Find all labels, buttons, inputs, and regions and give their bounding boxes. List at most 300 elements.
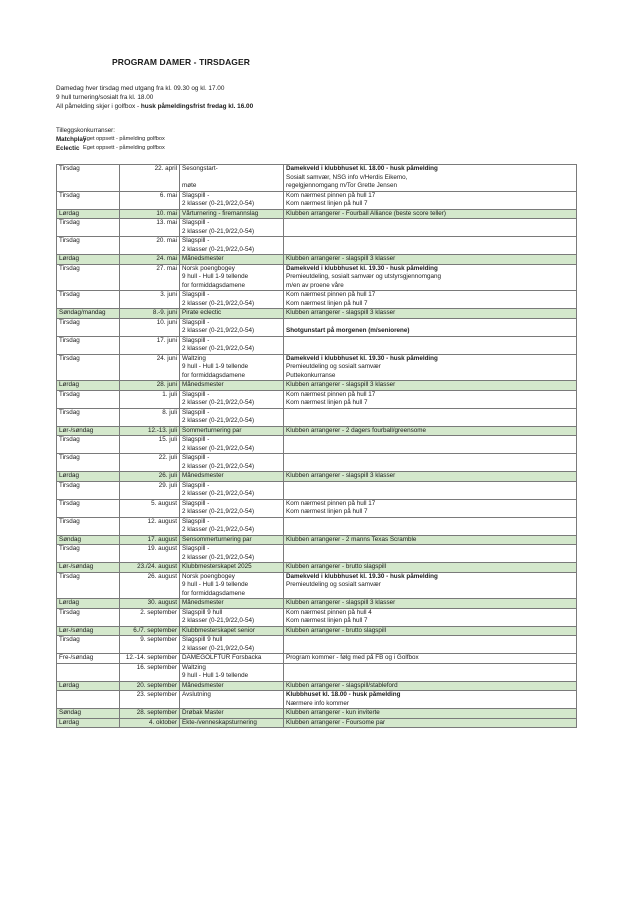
day-text: Tirsdag [59, 545, 80, 552]
date-text: 26. august [147, 572, 177, 580]
note-line: Kom nærmest linjen på hull 7 [286, 299, 368, 307]
note-cell [284, 336, 577, 354]
note-line: regelgjennomgang m/Tor Grette Jensen [286, 182, 397, 189]
activity-cell [180, 572, 284, 599]
activity-cell [180, 626, 284, 636]
note-cell [284, 408, 577, 426]
eclectic-value: Eget oppsett - påmelding golfbox [83, 145, 165, 151]
date-cell [120, 336, 180, 354]
activity-cell [180, 408, 284, 426]
day-cell [57, 626, 120, 636]
note-cell [284, 165, 577, 192]
date-text: 16. september [136, 663, 177, 671]
activity-line: Slagspill - [182, 336, 210, 344]
day-cell [57, 237, 120, 255]
date-cell [120, 545, 180, 563]
note-cell [284, 608, 577, 626]
activity-line: DAMEGOLFTUR Forsbacka [182, 654, 262, 661]
eclectic-row [56, 144, 165, 153]
activity-cell [180, 426, 284, 436]
day-cell [57, 219, 120, 237]
table-row [57, 264, 577, 291]
activity-line: Norsk poengbogey [182, 572, 235, 580]
activity-cell [180, 390, 284, 408]
activity-cell [180, 436, 284, 454]
table-row [57, 481, 577, 499]
date-cell [120, 718, 180, 728]
day-cell [57, 472, 120, 482]
note-line: Kom nærmest linjen på hull 7 [286, 508, 368, 515]
note-line: Program kommer - følg med på FB og i Golfbox [286, 654, 419, 661]
activity-line: 2 klasser (0-21,9/22,0-54) [182, 617, 255, 624]
activity-cell [180, 237, 284, 255]
day-cell [57, 454, 120, 472]
day-cell [57, 545, 120, 563]
activity-line: Waltzing [182, 663, 206, 671]
activity-line: Slagspill - [182, 481, 210, 489]
day-text: Tirsdag [59, 318, 80, 326]
activity-line: Slagspill 9 hull [182, 608, 223, 616]
activity-line: 2 klasser (0-21,9/22,0-54) [182, 327, 255, 334]
day-text: Lørdag [59, 209, 79, 217]
intro-line-3-prefix: All påmelding skjer i golfbox - [56, 103, 141, 110]
table-row [57, 545, 577, 563]
date-text: 22. april [154, 165, 177, 172]
note-cell [284, 436, 577, 454]
day-text: Tirsdag [59, 165, 80, 172]
note-line: Kom nærmest linjen på hull 7 [286, 399, 368, 406]
note-line: Kom nærmest pinnen på hull 17 [286, 191, 376, 199]
table-row [57, 535, 577, 545]
program-table-body [57, 165, 577, 728]
day-text: Lør-/søndag [59, 563, 94, 570]
table-row [57, 718, 577, 728]
date-cell [120, 426, 180, 436]
date-text: 28. september [136, 709, 177, 716]
day-text [59, 691, 117, 700]
day-cell [57, 209, 120, 219]
day-cell [57, 426, 120, 436]
note-line: Kom nærmest linjen på hull 7 [286, 617, 368, 624]
activity-line: 2 klasser (0-21,9/22,0-54) [182, 245, 255, 253]
date-cell [120, 572, 180, 599]
table-row [57, 237, 577, 255]
note-line: Klubben arrangerer - 2 manns Texas Scramble [286, 535, 417, 543]
date-text: 23. september [136, 691, 177, 698]
table-row [57, 165, 577, 192]
day-cell [57, 291, 120, 309]
activity-cell [180, 608, 284, 626]
date-cell [120, 499, 180, 517]
activity-line: Klubbmesterskapet senior [182, 626, 255, 634]
day-text: Tirsdag [59, 436, 80, 443]
date-text: 12.-13. juli [147, 426, 177, 434]
date-text: 6. mai [159, 191, 177, 199]
note-cell [284, 499, 577, 517]
note-line: Sosialt samvær, NSG info v/Herdis Eikemo, [286, 173, 408, 181]
day-cell [57, 517, 120, 535]
day-cell [57, 681, 120, 691]
activity-line: 9 hull - Hull 1-9 tellende [182, 273, 249, 280]
day-cell [57, 165, 120, 192]
date-text: 24. juni [156, 354, 177, 362]
table-row [57, 563, 577, 573]
day-text: Lør-/søndag [59, 426, 94, 434]
activity-line: 9 hull - Hull 1-9 tellende [182, 672, 249, 679]
page-title: PROGRAM DAMER - TIRSDAGER [112, 57, 251, 67]
date-text: 17. juni [156, 336, 177, 344]
note-line: Kom nærmest pinnen på hull 17 [286, 390, 376, 398]
table-row [57, 572, 577, 599]
day-cell [57, 191, 120, 209]
activity-line: 2 klasser (0-21,9/22,0-54) [182, 200, 255, 207]
extra-competitions-heading: Tilleggskonkurranser: [56, 127, 115, 134]
date-text: 23./24. august [137, 563, 177, 570]
activity-line: Slagspill - [182, 237, 210, 244]
activity-line: 2 klasser (0-21,9/22,0-54) [182, 553, 255, 561]
activity-cell [180, 654, 284, 664]
note-line: Klubben arrangerer - brutto slagspill [286, 563, 387, 570]
date-text: 3. juni [160, 291, 177, 298]
activity-cell [180, 354, 284, 381]
activity-line: Månedsmester [182, 255, 224, 262]
activity-line: for formiddagsdamene [182, 281, 246, 289]
day-text: Tirsdag [59, 219, 80, 226]
date-text: 8. juli [162, 408, 177, 416]
table-row [57, 709, 577, 719]
activity-line: Avslutning [182, 691, 211, 698]
date-text: 27. mai [156, 264, 177, 272]
activity-line: Waltzing [182, 354, 206, 362]
day-text: Lør-/søndag [59, 626, 94, 634]
note-line: Kom nærmest pinnen på hull 4 [286, 608, 372, 616]
day-text: Fre-/søndag [59, 654, 94, 661]
table-row [57, 636, 577, 654]
date-text: 2. september [140, 608, 177, 616]
activity-line: Slagspill - [182, 191, 210, 199]
table-row [57, 354, 577, 381]
date-cell [120, 481, 180, 499]
date-text: 15. juli [158, 436, 177, 443]
date-text: 1. juli [162, 390, 177, 398]
note-cell [284, 663, 577, 681]
day-cell [57, 691, 120, 709]
note-cell [284, 691, 577, 709]
day-text: Tirsdag [59, 237, 80, 244]
date-text: 9. september [140, 636, 177, 643]
note-line: Klubben arrangerer - slagspill/stableford [286, 681, 398, 689]
day-cell [57, 381, 120, 391]
date-cell [120, 309, 180, 319]
activity-line: for formiddagsdamene [182, 589, 246, 597]
table-row [57, 663, 577, 681]
day-text: Tirsdag [59, 636, 80, 643]
activity-line: Månedsmester [182, 681, 224, 689]
date-cell [120, 209, 180, 219]
matchplay-label: Matchplay [56, 136, 87, 143]
activity-cell [180, 309, 284, 319]
activity-line: Slagspill - [182, 436, 210, 443]
activity-line: for formiddagsdamene [182, 371, 246, 379]
activity-line: Månedsmester [182, 381, 224, 388]
day-text: Tirsdag [59, 336, 80, 344]
day-cell [57, 563, 120, 573]
activity-line: Klubbmesterskapet 2025 [182, 563, 252, 570]
note-cell [284, 354, 577, 381]
day-cell [57, 354, 120, 381]
activity-line: Vårturnering - firemannslag [182, 209, 259, 217]
activity-cell [180, 636, 284, 654]
date-cell [120, 663, 180, 681]
activity-cell [180, 255, 284, 265]
table-row [57, 408, 577, 426]
date-cell [120, 318, 180, 336]
date-cell [120, 191, 180, 209]
day-cell [57, 408, 120, 426]
activity-cell [180, 472, 284, 482]
table-row [57, 454, 577, 472]
table-row [57, 381, 577, 391]
note-line: Klubben arrangerer - slagspill 3 klasser [286, 309, 396, 316]
activity-line: Månedsmester [182, 599, 224, 606]
note-line: Premieutdeling, sosialt samvær og utstyrsgjennomgang [286, 273, 442, 280]
note-cell [284, 291, 577, 309]
table-row [57, 318, 577, 336]
activity-cell [180, 291, 284, 309]
note-cell [284, 219, 577, 237]
day-cell [57, 663, 120, 681]
table-row [57, 681, 577, 691]
activity-cell [180, 454, 284, 472]
date-text: 4. oktober [148, 718, 177, 726]
day-cell [57, 318, 120, 336]
date-cell [120, 535, 180, 545]
activity-line: Sensommerturnering par [182, 535, 252, 543]
note-line: Puttekonkurranse [286, 371, 336, 379]
day-text: Lørdag [59, 255, 79, 262]
note-line: Kom nærmest linjen på hull 7 [286, 200, 368, 207]
date-text: 17. august [147, 535, 177, 543]
note-line: Premieutdeling og sosialt samvær [286, 581, 381, 588]
date-text: 10. mai [156, 209, 177, 217]
date-cell [120, 691, 180, 709]
note-line: Klubben arrangerer - brutto slagspill [286, 626, 387, 634]
activity-cell [180, 318, 284, 336]
note-cell [284, 626, 577, 636]
date-text: 30. august [147, 599, 177, 606]
activity-cell [180, 381, 284, 391]
note-line: Klubbhuset kl. 18.00 - husk påmelding [286, 691, 401, 698]
activity-cell [180, 264, 284, 291]
activity-cell [180, 165, 284, 192]
activity-cell [180, 709, 284, 719]
note-line: Kom nærmest pinnen på hull 17 [286, 499, 376, 507]
spacer [286, 319, 574, 328]
table-row [57, 309, 577, 319]
day-text: Søndag [59, 535, 82, 543]
date-text: 12. august [147, 517, 177, 525]
date-cell [120, 354, 180, 381]
date-cell [120, 165, 180, 192]
date-text: 20. mai [156, 237, 177, 244]
activity-cell [180, 663, 284, 681]
note-line: Kom nærmest pinnen på hull 17 [286, 291, 376, 298]
day-text: Tirsdag [59, 291, 80, 298]
activity-line: Slagspill - [182, 390, 210, 398]
activity-line: Slagspill - [182, 219, 210, 226]
table-row [57, 426, 577, 436]
intro-line-3 [56, 102, 253, 111]
day-text: Tirsdag [59, 499, 80, 507]
activity-line [182, 174, 281, 183]
note-line: Damekveld i klubbhuset kl. 19.30 - husk påmelding [286, 264, 438, 272]
activity-cell [180, 219, 284, 237]
activity-line: møte [182, 182, 197, 189]
date-text: 22. juli [158, 454, 177, 461]
activity-line: 2 klasser (0-21,9/22,0-54) [182, 462, 255, 470]
activity-cell [180, 499, 284, 517]
date-text: 24. mai [156, 255, 177, 262]
day-cell [57, 636, 120, 654]
day-cell [57, 718, 120, 728]
activity-cell [180, 691, 284, 709]
day-cell [57, 599, 120, 609]
activity-cell [180, 681, 284, 691]
date-cell [120, 264, 180, 291]
activity-line: 9 hull - Hull 1-9 tellende [182, 581, 249, 588]
activity-line: 2 klasser (0-21,9/22,0-54) [182, 526, 255, 533]
activity-line: Slagspill - [182, 454, 210, 461]
day-cell [57, 608, 120, 626]
activity-cell [180, 718, 284, 728]
program-table [56, 164, 577, 728]
table-row [57, 390, 577, 408]
note-cell [284, 472, 577, 482]
day-cell [57, 499, 120, 517]
note-cell [284, 572, 577, 599]
activity-cell [180, 517, 284, 535]
activity-line: Slagspill - [182, 291, 210, 298]
activity-cell [180, 191, 284, 209]
extra-competitions [56, 126, 165, 153]
date-text: 6./7. september [133, 626, 177, 634]
activity-line: 2 klasser (0-21,9/22,0-54) [182, 644, 255, 652]
date-text: 13. mai [156, 219, 177, 226]
note-cell [284, 636, 577, 654]
day-text: Tirsdag [59, 264, 80, 272]
day-text: Lørdag [59, 381, 79, 388]
day-cell [57, 309, 120, 319]
activity-line: Slagspill - [182, 545, 210, 552]
activity-line: Slagspill - [182, 408, 210, 416]
day-cell [57, 264, 120, 291]
note-cell [284, 535, 577, 545]
note-cell [284, 517, 577, 535]
date-text: 20. september [136, 681, 177, 689]
day-text: Søndag [59, 709, 82, 716]
activity-line: Sommerturnering par [182, 426, 242, 434]
note-line: Klubben arrangerer - slagspill 3 klasser [286, 381, 396, 388]
activity-line: Månedsmester [182, 472, 224, 479]
date-cell [120, 454, 180, 472]
date-cell [120, 219, 180, 237]
activity-cell [180, 336, 284, 354]
activity-line: Drøbak Master [182, 709, 224, 716]
table-row [57, 599, 577, 609]
date-text: 28. juni [156, 381, 177, 388]
table-row [57, 219, 577, 237]
note-cell [284, 309, 577, 319]
note-cell [284, 264, 577, 291]
day-text: Tirsdag [59, 454, 80, 461]
note-cell [284, 237, 577, 255]
day-text: Lørdag [59, 472, 79, 479]
date-text: 19. august [147, 545, 177, 552]
table-row [57, 209, 577, 219]
table-row [57, 654, 577, 664]
activity-line: 9 hull - Hull 1-9 tellende [182, 363, 249, 370]
note-line: Damekveld i klubbhuset kl. 19.30 - husk påmelding [286, 354, 438, 362]
note-cell [284, 318, 577, 336]
date-cell [120, 255, 180, 265]
note-cell [284, 681, 577, 691]
day-text: Tirsdag [59, 191, 80, 199]
table-row [57, 436, 577, 454]
date-cell [120, 390, 180, 408]
day-cell [57, 436, 120, 454]
day-text: Tirsdag [59, 572, 80, 580]
eclectic-label: Eclectic [56, 145, 80, 152]
note-cell [284, 381, 577, 391]
note-cell [284, 709, 577, 719]
note-line: Klubben arrangerer - Fourball Alliance (beste score teller) [286, 209, 446, 217]
activity-line: Slagspill - [182, 517, 210, 525]
table-row [57, 499, 577, 517]
activity-line: Slagspill 9 hull [182, 636, 223, 643]
note-line: Klubben arrangerer - slagspill 3 klasser [286, 255, 396, 262]
activity-line: 2 klasser (0-21,9/22,0-54) [182, 444, 255, 452]
activity-line: Ekte-/venneskapsturnering [182, 718, 257, 726]
date-text: 29. juli [158, 481, 177, 489]
activity-cell [180, 481, 284, 499]
activity-line: 2 klasser (0-21,9/22,0-54) [182, 399, 255, 406]
table-row [57, 191, 577, 209]
date-cell [120, 709, 180, 719]
matchplay-value: Eget oppsett - påmelding golfbox [83, 136, 165, 142]
date-cell [120, 608, 180, 626]
activity-cell [180, 599, 284, 609]
activity-line: Sesongstart- [182, 165, 218, 172]
note-line: Klubben arrangerer - kun inviterte [286, 709, 380, 716]
date-cell [120, 681, 180, 691]
table-row [57, 472, 577, 482]
date-cell [120, 636, 180, 654]
registration-deadline: husk påmeldingsfrist fredag kl. 16.00 [140, 103, 254, 110]
date-text: 8.-9. juni [152, 309, 177, 316]
date-text: 5. august [151, 499, 177, 507]
note-cell [284, 545, 577, 563]
note-cell [284, 255, 577, 265]
activity-line: Pirate eclectic [182, 309, 222, 316]
table-row [57, 336, 577, 354]
date-cell [120, 599, 180, 609]
activity-line: Norsk poengbogey [182, 264, 235, 272]
matchplay-row [56, 135, 165, 144]
activity-line: 2 klasser (0-21,9/22,0-54) [182, 227, 255, 235]
note-line: Nærmere info kommer [286, 699, 349, 707]
activity-line: Slagspill - [182, 499, 210, 507]
table-row [57, 691, 577, 709]
